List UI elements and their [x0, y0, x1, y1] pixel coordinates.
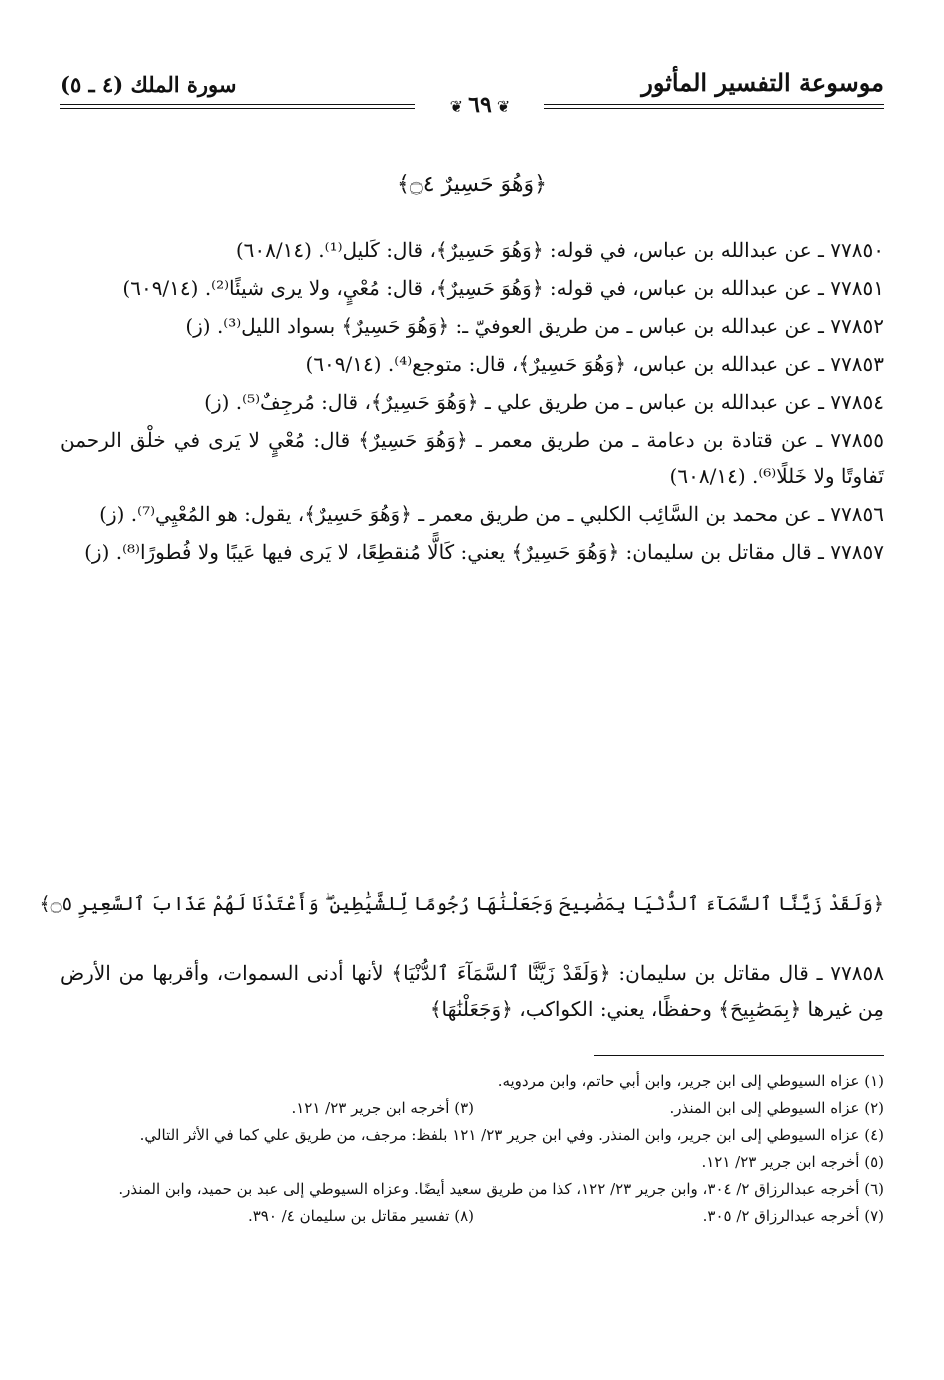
footnote-2: (٢) عزاه السيوطي إلى ابن المنذر.	[669, 1099, 884, 1117]
page-number-block	[415, 92, 545, 120]
entry-77851: ٧٧٨٥١ ـ عن عبدالله بن عباس، في قوله: ﴿وَهُوَ حَسِيرٌ﴾، قال: مُعْيٍ، ولا يرى شيئًا⁽²⁾. (٦٠٩/١٤)	[122, 276, 884, 300]
footnotes	[60, 1068, 884, 1230]
footnote-8: (٨) تفسير مقاتل بن سليمان ٤/ ٣٩٠.	[247, 1207, 474, 1225]
book-title: موسوعة التفسير المأثور	[641, 68, 884, 97]
footnote-separator	[594, 1055, 884, 1056]
footnote-1: (١) عزاه السيوطي إلى ابن جرير، وابن أبي حاتم، وابن مردويه.	[497, 1072, 884, 1090]
entry-77856: ٧٧٨٥٦ ـ عن محمد بن السَّائِب الكلبي ـ من طريق معمر ـ ﴿وَهُوَ حَسِيرٌ﴾، يقول: هو المُعْيِي⁽⁷⁾. (ز)	[99, 502, 884, 526]
entry-77853: ٧٧٨٥٣ ـ عن عبدالله بن عباس، ﴿وَهُوَ حَسِيرٌ﴾، قال: متوجع⁽⁴⁾. (٦٠٩/١٤)	[305, 352, 884, 376]
page-number: ٦٩	[468, 92, 492, 118]
entry-77852: ٧٧٨٥٢ ـ عن عبدالله بن عباس ـ من طريق العوفيّ ـ: ﴿وَهُوَ حَسِيرٌ﴾ بسواد الليل⁽³⁾. (ز)	[185, 314, 884, 338]
footnote-3: (٣) أخرجه ابن جرير ٢٣/ ١٢١.	[291, 1099, 474, 1117]
header-rule-left	[60, 104, 415, 109]
entry-77855: ٧٧٨٥٥ ـ عن قتادة بن دعامة ـ من طريق معمر ـ ﴿وَهُوَ حَسِيرٌ﴾ قال: مُعْيٍ لا يَرى في خلْق الرحمن تَفاوتًا ولا خَللًا⁽⁶⁾. (٦٠٨/١٤)	[60, 428, 884, 488]
footnote-5: (٥) أخرجه ابن جرير ٢٣/ ١٢١.	[701, 1153, 884, 1171]
entry-77858: ٧٧٨٥٨ ـ قال مقاتل بن سليمان: ﴿وَلَقَدْ زَيَّنَّا ٱلسَّمَآءَ ٱلدُّنْيَا﴾ لأنها أدنى السموات، وأقربها من الأرض مِن غيرها ﴿بِمَصَٰبِيحَ﴾ وحفظًا، يعني: الكواكب، ﴿وَجَعَلْنَٰهَا﴾	[60, 961, 884, 1021]
entries-section-2	[60, 955, 884, 1027]
entry-77850: ٧٧٨٥٠ ـ عن عبدالله بن عباس، في قوله: ﴿وَهُوَ حَسِيرٌ﴾، قال: كَليل⁽¹⁾. (٦٠٨/١٤)	[235, 238, 884, 262]
ornament-icon: ❦	[496, 97, 511, 116]
footnote-row-7-8	[60, 1203, 884, 1230]
header-rule-right	[544, 104, 884, 109]
ayah-heading-5: ﴿وَلَقَدْ زَيَّنَّا ٱلسَّمَآءَ ٱلدُّنْيَا بِمَصَٰبِيحَ وَجَعَلْنَٰهَا رُجُومًا لِّلشَّيَٰطِينِ ۖ وَأَعْتَدْنَا لَهُمْ عَذَابَ ٱلسَّعِيرِ ۝٥﴾	[39, 893, 884, 915]
ayah-heading-4: ﴿وَهُوَ حَسِيرٌ ۝٤﴾	[396, 172, 548, 197]
surah-label: سورة الملك (٤ ـ ٥)	[60, 72, 237, 97]
footnote-6: (٦) أخرجه عبدالرزاق ٢/ ٣٠٤، وابن جرير ٢٣/ ١٢٢، كذا من طريق سعيد أيضًا. وعزاه السيوطي إلى عبد بن حميد، وابن المنذر.	[118, 1180, 884, 1198]
page-header	[60, 62, 884, 122]
footnote-7: (٧) أخرجه عبدالرزاق ٢/ ٣٠٥.	[702, 1207, 884, 1225]
entry-77857: ٧٧٨٥٧ ـ قال مقاتل بن سليمان: ﴿وَهُوَ حَسِيرٌ﴾ يعني: كَالًّا مُنقطِعًا، لا يَرى فيها عَيبًا ولا فُطورًا⁽⁸⁾. (ز)	[84, 540, 884, 564]
entry-77854: ٧٧٨٥٤ ـ عن عبدالله بن عباس ـ من طريق علي ـ ﴿وَهُوَ حَسِيرٌ﴾، قال: مُرجِفٌ⁽⁵⁾. (ز)	[204, 390, 884, 414]
footnote-row-2-3	[60, 1095, 884, 1122]
ornament-icon: ❦	[449, 97, 464, 116]
footnote-4: (٤) عزاه السيوطي إلى ابن جرير، وابن المنذر. وفي ابن جرير ٢٣/ ١٢١ بلفظ: مرجف، من طريق علي كما في الأثر التالي.	[139, 1126, 884, 1144]
entries-section-1	[60, 232, 884, 572]
